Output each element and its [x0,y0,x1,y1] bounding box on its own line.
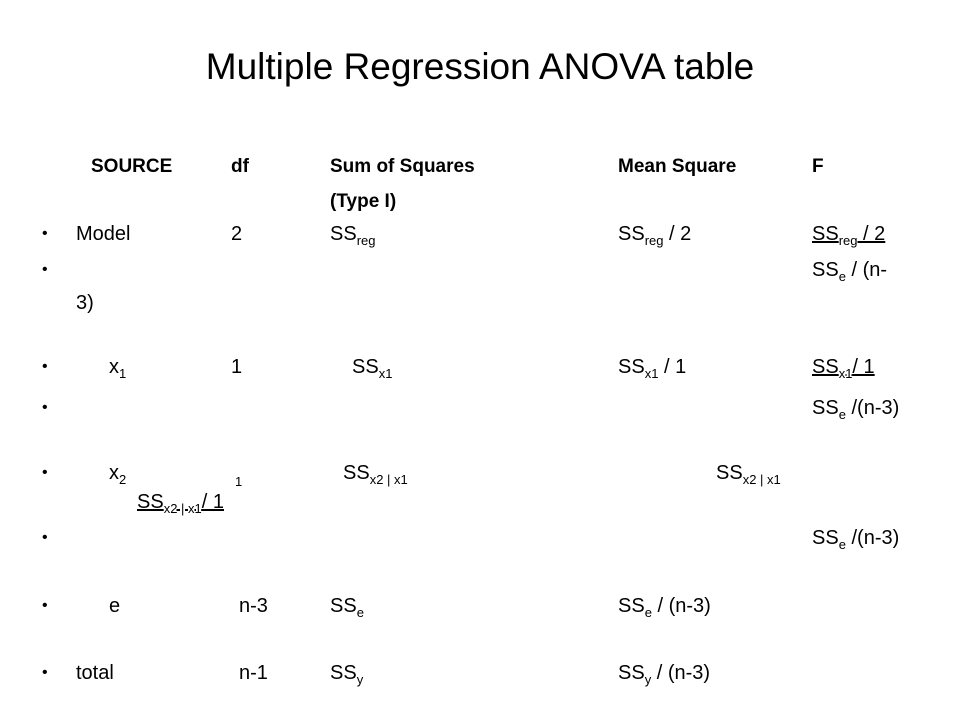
header-mean-square: Mean Square [618,156,737,177]
bullet: • [42,358,48,375]
header-sum-of-squares-type: (Type I) [330,191,397,212]
x2-df: 1 [235,474,243,489]
x2-ms: $SS_{x2 | x1}$ [716,462,781,487]
error-source: e [109,595,121,617]
x1-source: $x_1$ [109,356,127,381]
x1-df: 1 [231,356,243,378]
total-source: total [76,662,114,684]
total-df: n-1 [239,662,268,684]
bullet: • [42,225,48,242]
model-f-denominator: $SS_e / (n-$ [812,259,888,284]
x2-source: $x_2$ [109,462,127,487]
header-f: F [812,156,824,177]
error-ms: $SS_e / (n-3)$ [618,595,711,620]
x2-f-denominator: $SS_e$ /(n-3) [812,527,900,552]
total-ms: $SS_y / (n-3)$ [618,662,711,687]
bullet: • [42,464,48,481]
model-source: Model [76,223,131,245]
model-df: 2 [231,223,243,245]
x1-ms: $SS_{x1} / 1$ [618,356,687,381]
x1-f-denominator: $SS_e$ /(n-3) [812,397,900,422]
page-title: Multiple Regression ANOVA table [205,46,755,87]
bullet: • [42,597,48,614]
total-ss: $SS_y$ [330,662,364,687]
model-f-numerator: $SS_{reg} / 2$ [812,223,886,248]
error-df: n-3 [239,595,268,617]
model-ss: $SS_{reg}$ [330,223,376,248]
model-f-denominator-wrap: 3) [76,292,94,314]
header-sum-of-squares: Sum of Squares [330,156,475,177]
header-df: df [231,156,249,177]
header-source: SOURCE [91,156,173,177]
bullet: • [42,399,48,416]
x1-ss: $SS_{x1}$ [352,356,393,381]
bullet: • [42,664,48,681]
bullet: • [42,261,48,278]
x2-f-numerator: $SS_{x2 | x1}/$ 1 [137,491,224,516]
x2-ss: $SS_{x2 | x1}$ [343,462,408,487]
model-ms: $SS_{reg} / 2$ [618,223,692,248]
x1-f-numerator: $SS_{x1}/$ 1 [812,356,875,381]
error-ss: $SS_e$ [330,595,364,620]
bullet: • [42,529,48,546]
